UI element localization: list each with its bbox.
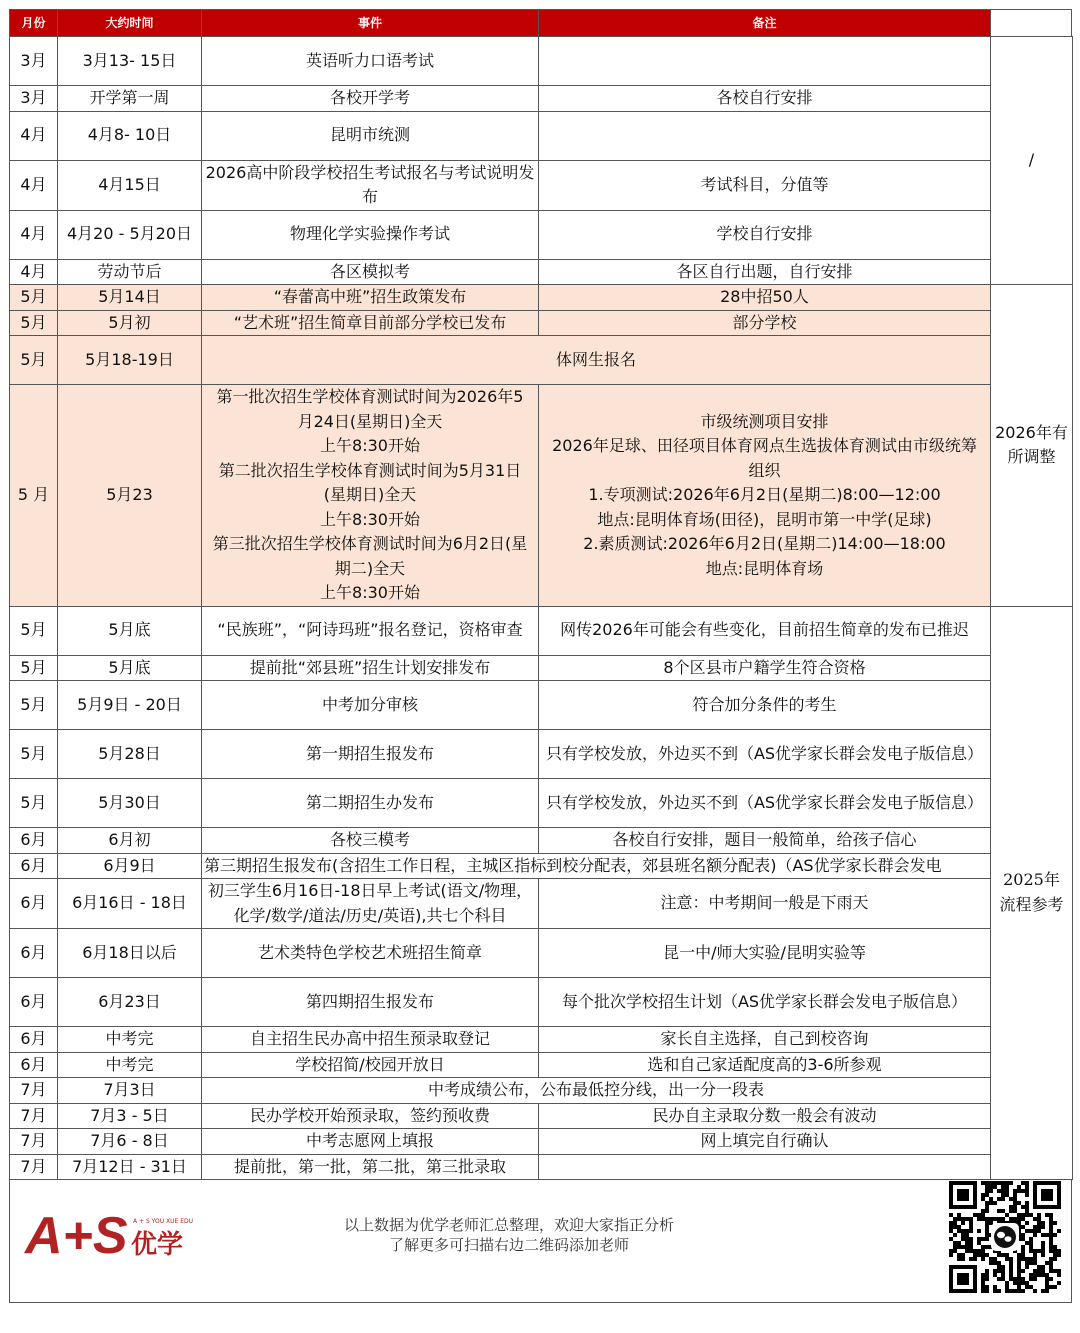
table-row	[10, 929, 1073, 978]
month-cell: 5月	[10, 681, 58, 730]
event-cell: 中考志愿网上填报	[202, 1129, 539, 1155]
header-event: 事件	[202, 10, 539, 37]
month-cell: 6月	[10, 828, 58, 854]
remark-cell: 各校自行安排	[539, 86, 991, 112]
month-cell: 7月	[10, 1078, 58, 1104]
month-cell: 7月	[10, 1129, 58, 1155]
note-slash: /	[991, 37, 1073, 285]
event-cell: 第一批次招生学校体育测试时间为2026年5 月24日(星期日)全天 上午8:30开始 第二批次招生学校体育测试时间为5月31日 (星期日)全天 上午8:30开始 第三批次招生学校体育测试时间为6月2日(星 期二)全天 上午8:30开始	[202, 385, 539, 607]
time-cell: 劳动节后	[58, 259, 202, 285]
time-cell: 7月12日 - 31日	[58, 1154, 202, 1180]
table-row	[10, 606, 1073, 655]
event-cell: 提前批“郊县班”招生计划安排发布	[202, 655, 539, 681]
table-row	[10, 1103, 1073, 1129]
time-cell: 4月8- 10日	[58, 111, 202, 160]
remark-cell: 网上填完自行确认	[539, 1129, 991, 1155]
time-cell: 4月20 - 5月20日	[58, 210, 202, 259]
time-cell: 5月30日	[58, 779, 202, 828]
month-cell: 4月	[10, 160, 58, 210]
table-row	[10, 210, 1073, 259]
table-row	[10, 779, 1073, 828]
event-cell: “艺术班”招生简章目前部分学校已发布	[202, 310, 539, 336]
time-cell: 开学第一周	[58, 86, 202, 112]
header-spacer	[991, 10, 1073, 37]
header-month: 月份	[10, 10, 58, 37]
remark-cell: 市级统测项目安排 2026年足球、田径项目体育网点生选拔体育测试由市级统筹 组织 1.专项测试:2026年6月2日(星期二)8:00—12:00 地点:昆明体育场(田径)，昆明市第一中学(足球) 2.素质测试:2026年6月2日(星期二)14:00—18:00 地点:昆明体育场	[539, 385, 991, 607]
footer	[9, 1169, 1072, 1303]
qr-code[interactable]	[949, 1181, 1061, 1293]
month-cell: 5月	[10, 655, 58, 681]
month-cell: 5月	[10, 606, 58, 655]
month-cell: 4月	[10, 210, 58, 259]
remark-cell: 各区自行出题，自行安排	[539, 259, 991, 285]
month-cell: 5月	[10, 336, 58, 385]
time-cell: 3月13- 15日	[58, 37, 202, 86]
month-cell: 5月	[10, 285, 58, 311]
table-row	[10, 111, 1073, 160]
table-row	[10, 1129, 1073, 1155]
event-cell: 昆明市统测	[202, 111, 539, 160]
month-cell: 7月	[10, 1103, 58, 1129]
time-cell: 中考完	[58, 1027, 202, 1053]
table-row	[10, 86, 1073, 112]
event-cell: 中考成绩公布，公布最低控分线，出一分一段表	[202, 1078, 991, 1104]
remark-cell: 28中招50人	[539, 285, 991, 311]
month-cell: 6月	[10, 879, 58, 929]
event-cell: 学校招简/校园开放日	[202, 1052, 539, 1078]
table-row	[10, 828, 1073, 854]
schedule-table	[9, 9, 1073, 1180]
time-cell: 7月3日	[58, 1078, 202, 1104]
time-cell: 6月23日	[58, 978, 202, 1027]
table-row	[10, 655, 1073, 681]
time-cell: 5月初	[58, 310, 202, 336]
time-cell: 5月9日 - 20日	[58, 681, 202, 730]
month-cell: 6月	[10, 853, 58, 879]
event-cell: 第一期招生报发布	[202, 730, 539, 779]
time-cell: 5月23	[58, 385, 202, 607]
header-row	[10, 10, 1073, 37]
month-cell: 3月	[10, 37, 58, 86]
wechat-icon	[994, 1226, 1016, 1248]
time-cell: 6月16日 - 18日	[58, 879, 202, 929]
table-row	[10, 879, 1073, 929]
month-cell: 4月	[10, 259, 58, 285]
table-row	[10, 385, 1073, 607]
header-time: 大约时间	[58, 10, 202, 37]
svg-text:优学: 优学	[131, 1230, 184, 1260]
table-row	[10, 37, 1073, 86]
time-cell: 中考完	[58, 1052, 202, 1078]
month-cell: 6月	[10, 1052, 58, 1078]
month-cell: 6月	[10, 978, 58, 1027]
svg-text:A+S: A+S	[25, 1207, 128, 1265]
event-cell: 中考加分审核	[202, 681, 539, 730]
remark-cell: 只有学校发放，外边买不到（AS优学家长群会发电子版信息）	[539, 779, 991, 828]
event-cell: 自主招生民办高中招生预录取登记	[202, 1027, 539, 1053]
event-cell: 第四期招生报发布	[202, 978, 539, 1027]
table-row	[10, 310, 1073, 336]
month-cell: 5 月	[10, 385, 58, 607]
remark-cell: 选和自己家适配度高的3-6所参观	[539, 1052, 991, 1078]
month-cell: 5月	[10, 730, 58, 779]
remark-cell: 各校自行安排，题目一般简单，给孩子信心	[539, 828, 991, 854]
month-cell: 7月	[10, 1154, 58, 1180]
svg-text:A + S YOU XUE EDU: A + S YOU XUE EDU	[133, 1218, 194, 1225]
time-cell: 7月3 - 5日	[58, 1103, 202, 1129]
remark-cell: 网传2026年可能会有些变化，目前招生简章的发布已推迟	[539, 606, 991, 655]
event-cell: “春蕾高中班”招生政策发布	[202, 285, 539, 311]
table-row	[10, 853, 1073, 879]
event-cell: 各校开学考	[202, 86, 539, 112]
table-row	[10, 1052, 1073, 1078]
event-cell: 第二期招生办发布	[202, 779, 539, 828]
time-cell: 6月9日	[58, 853, 202, 879]
time-cell: 6月18日以后	[58, 929, 202, 978]
event-cell: 提前批，第一批，第二批，第三批录取	[202, 1154, 539, 1180]
time-cell: 5月底	[58, 606, 202, 655]
event-cell: 艺术类特色学校艺术班招生简章	[202, 929, 539, 978]
event-cell: 各区模拟考	[202, 259, 539, 285]
month-cell: 5月	[10, 310, 58, 336]
event-cell: 2026高中阶段学校招生考试报名与考试说明发布	[202, 160, 539, 210]
month-cell: 4月	[10, 111, 58, 160]
remark-cell: 注意：中考期间一般是下雨天	[539, 879, 991, 929]
time-cell: 5月14日	[58, 285, 202, 311]
footer-line-1: 以上数据为优学老师汇总整理，欢迎大家指正分析	[343, 1216, 674, 1234]
event-cell: “民族班”，“阿诗玛班”报名登记，资格审查	[202, 606, 539, 655]
table-row	[10, 1027, 1073, 1053]
table-row	[10, 730, 1073, 779]
table-row	[10, 160, 1073, 210]
event-cell: 物理化学实验操作考试	[202, 210, 539, 259]
note-adjust: 2026年有 所调整	[991, 285, 1073, 607]
as-youxue-logo	[23, 1203, 203, 1265]
remark-cell: 学校自行安排	[539, 210, 991, 259]
table-row	[10, 681, 1073, 730]
event-cell: 各校三模考	[202, 828, 539, 854]
remark-cell: 家长自主选择，自己到校咨询	[539, 1027, 991, 1053]
table-row	[10, 978, 1073, 1027]
footer-note	[279, 1215, 739, 1255]
remark-cell: 考试科目，分值等	[539, 160, 991, 210]
event-cell: 体网生报名	[202, 336, 991, 385]
remark-cell	[539, 111, 991, 160]
table-row	[10, 1078, 1073, 1104]
month-cell: 5月	[10, 779, 58, 828]
event-cell: 第三期招生报发布(含招生工作日程，主城区指标到校分配表，郊县班名额分配表)（AS优学家长群会发电	[202, 853, 991, 879]
header-remark: 备注	[539, 10, 991, 37]
month-cell: 6月	[10, 929, 58, 978]
event-cell: 民办学校开始预录取，签约预收费	[202, 1103, 539, 1129]
remark-cell: 民办自主录取分数一般会有波动	[539, 1103, 991, 1129]
time-cell: 6月初	[58, 828, 202, 854]
table-row	[10, 285, 1073, 311]
time-cell: 4月15日	[58, 160, 202, 210]
note-reference: 2025年 流程参考	[991, 606, 1073, 1180]
time-cell: 7月6 - 8日	[58, 1129, 202, 1155]
remark-cell: 只有学校发放，外边买不到（AS优学家长群会发电子版信息）	[539, 730, 991, 779]
table-row	[10, 336, 1073, 385]
remark-cell: 符合加分条件的考生	[539, 681, 991, 730]
table-row	[10, 259, 1073, 285]
remark-cell	[539, 37, 991, 86]
time-cell: 5月18-19日	[58, 336, 202, 385]
time-cell: 5月28日	[58, 730, 202, 779]
month-cell: 3月	[10, 86, 58, 112]
remark-cell: 8个区县市户籍学生符合资格	[539, 655, 991, 681]
footer-line-2: 了解更多可扫描右边二维码添加老师	[388, 1236, 629, 1254]
time-cell: 5月底	[58, 655, 202, 681]
remark-cell: 昆一中/师大实验/昆明实验等	[539, 929, 991, 978]
month-cell: 6月	[10, 1027, 58, 1053]
remark-cell: 每个批次学校招生计划（AS优学家长群会发电子版信息）	[539, 978, 991, 1027]
event-cell: 英语听力口语考试	[202, 37, 539, 86]
event-cell: 初三学生6月16日-18日早上考试(语文/物理，化学/数学/道法/历史/英语),共七个科目	[202, 879, 539, 929]
remark-cell: 部分学校	[539, 310, 991, 336]
